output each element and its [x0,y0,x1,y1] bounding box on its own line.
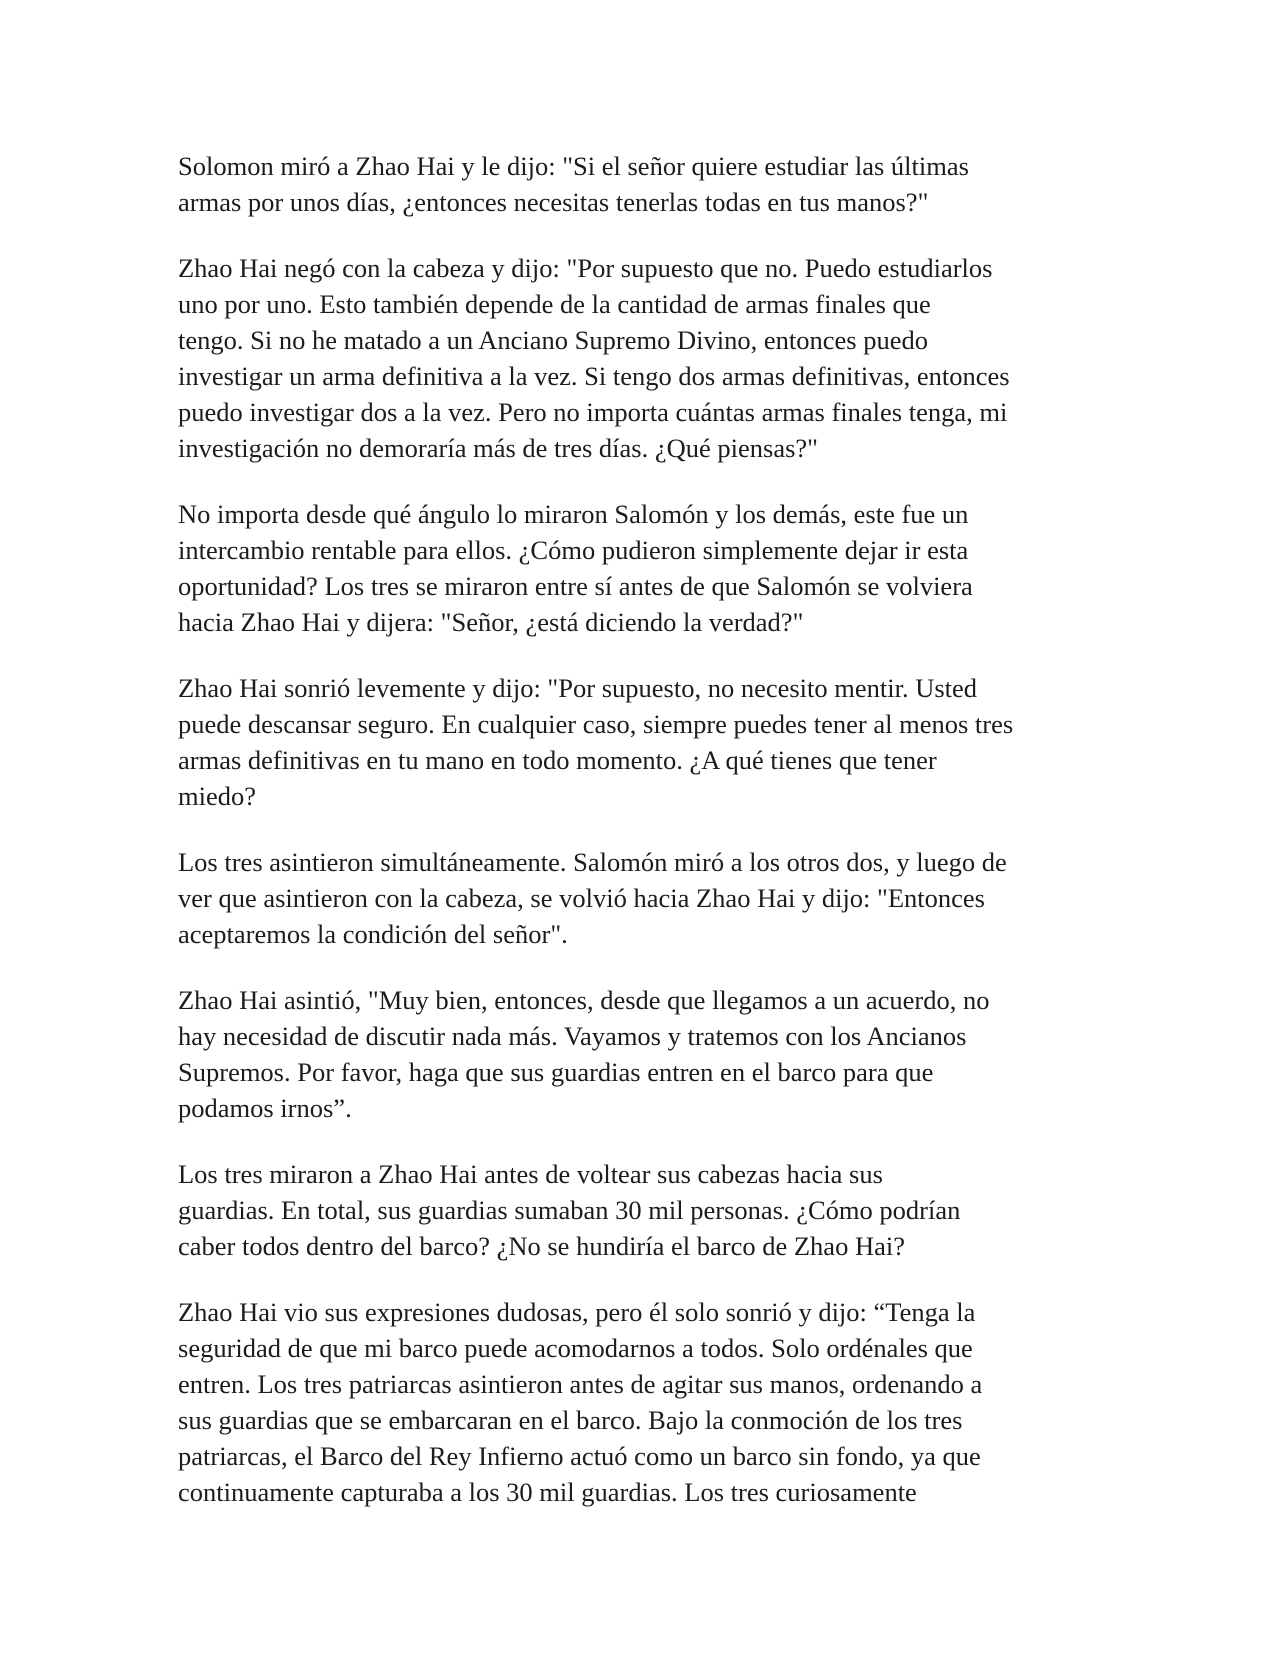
paragraph-5 [178,844,1118,952]
document-page [178,148,1118,1540]
text-line: seguridad de que mi barco puede acomodarnos a todos. Solo ordénales que [178,1333,973,1363]
text-line: guardias. En total, sus guardias sumaban 30 mil personas. ¿Cómo podrían [178,1195,961,1225]
text-line: patriarcas, el Barco del Rey Infierno actuó como un barco sin fondo, ya que [178,1441,981,1471]
text-line: Supremos. Por favor, haga que sus guardias entren en el barco para que [178,1057,934,1087]
text-line: sus guardias que se embarcaran en el barco. Bajo la conmoción de los tres [178,1405,963,1435]
text-line: puedo investigar dos a la vez. Pero no importa cuántas armas finales tenga, mi [178,397,1008,427]
paragraph-2 [178,250,1118,466]
text-line: armas por unos días, ¿entonces necesitas tenerlas todas en tus manos?" [178,187,929,217]
paragraph-7 [178,1156,1118,1264]
text-line: puede descansar seguro. En cualquier caso, siempre puedes tener al menos tres [178,709,1014,739]
paragraph-3 [178,496,1118,640]
text-line: tengo. Si no he matado a un Anciano Supremo Divino, entonces puedo [178,325,928,355]
text-line: oportunidad? Los tres se miraron entre sí antes de que Salomón se volviera [178,571,973,601]
text-line: podamos irnos”. [178,1093,352,1123]
text-line: Solomon miró a Zhao Hai y le dijo: "Si el señor quiere estudiar las últimas [178,151,969,181]
text-line: ver que asintieron con la cabeza, se volvió hacia Zhao Hai y dijo: "Entonces [178,883,985,913]
text-line: hay necesidad de discutir nada más. Vayamos y tratemos con los Ancianos [178,1021,967,1051]
text-line: continuamente capturaba a los 30 mil guardias. Los tres curiosamente [178,1477,917,1507]
paragraph-6 [178,982,1118,1126]
text-line: aceptaremos la condición del señor". [178,919,568,949]
text-line: armas definitivas en tu mano en todo momento. ¿A qué tienes que tener [178,745,937,775]
text-line: investigar un arma definitiva a la vez. Si tengo dos armas definitivas, entonces [178,361,1010,391]
text-line: intercambio rentable para ellos. ¿Cómo pudieron simplemente dejar ir esta [178,535,969,565]
text-line: uno por uno. Esto también depende de la cantidad de armas finales que [178,289,931,319]
text-line: Zhao Hai vio sus expresiones dudosas, pero él solo sonrió y dijo: “Tenga la [178,1297,976,1327]
text-line: entren. Los tres patriarcas asintieron antes de agitar sus manos, ordenando a [178,1369,983,1399]
text-line: No importa desde qué ángulo lo miraron Salomón y los demás, este fue un [178,499,969,529]
text-line: Zhao Hai asintió, "Muy bien, entonces, desde que llegamos a un acuerdo, no [178,985,990,1015]
paragraph-8 [178,1294,1118,1510]
text-line: caber todos dentro del barco? ¿No se hundiría el barco de Zhao Hai? [178,1231,905,1261]
text-line: hacia Zhao Hai y dijera: "Señor, ¿está diciendo la verdad?" [178,607,804,637]
paragraph-4 [178,670,1118,814]
text-line: investigación no demoraría más de tres días. ¿Qué piensas?" [178,433,818,463]
text-line: Zhao Hai negó con la cabeza y dijo: "Por supuesto que no. Puedo estudiarlos [178,253,993,283]
text-line: Zhao Hai sonrió levemente y dijo: "Por supuesto, no necesito mentir. Usted [178,673,978,703]
text-line: Los tres miraron a Zhao Hai antes de voltear sus cabezas hacia sus [178,1159,883,1189]
text-line: Los tres asintieron simultáneamente. Salomón miró a los otros dos, y luego de [178,847,1007,877]
paragraph-1 [178,148,1118,220]
text-line: miedo? [178,781,256,811]
